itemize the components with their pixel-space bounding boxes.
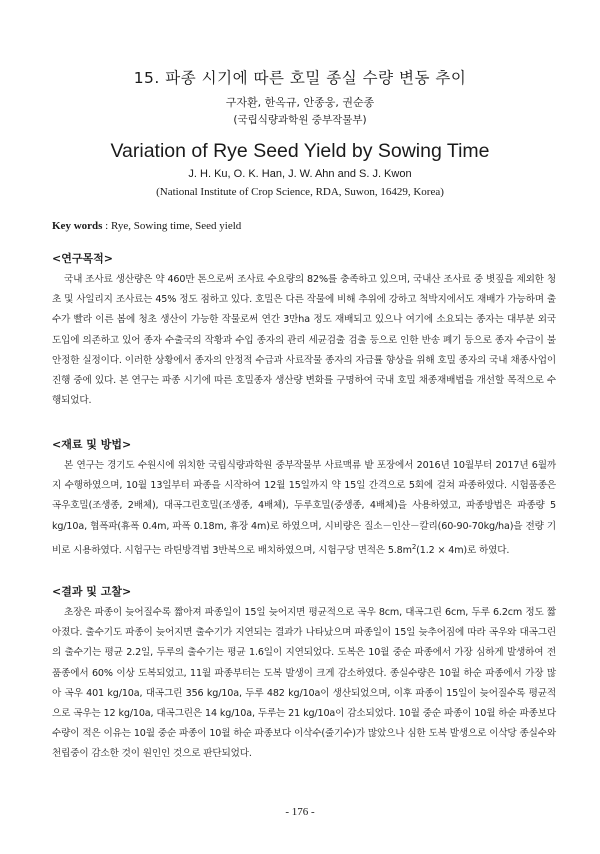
page-number: - 176 - (285, 806, 315, 818)
methods-text: 본 연구는 경기도 수원시에 위치한 국립식량과학원 중부작물부 사료맥류 밭 포장에서 2016년 10월부터 2017년 6월까지 수행하였으며, 10월 13일부터 파종을 시작하여 12월 15일까지 약 15일 간격으로 5회에 걸쳐 파종하였다. 시험품종은 곡우호밀(조생종, 2배체), 대곡그린호밀(조생종, 4배체), 두루호밀(중생종, 4배체)을 사용하였고, 파종방법은 파종량 5 kg/10a, 협폭파(휴폭 0.4m, 파폭 0.18m, 휴장 4m)로 하였으며, 시비량은 질소－인산－칼리(60-90-70kg/ha)을 전량 기비로 시용하였다. 시험구는 라틴방격법 3반복으로 배치하였으며, 시험구당 면적은 5.8m (52, 460, 556, 556)
section-heading-methods: <재료 및 방법> (52, 438, 132, 451)
korean-authors: 구자환, 한옥규, 안종웅, 권순종 (225, 96, 375, 109)
methods-text-end: (1.2 × 4m)로 하였다. (416, 545, 510, 556)
section-body-results: 초장은 파종이 늦어질수록 짧아져 파종일이 15일 늦어지면 평균적으로 곡우 8cm, 대곡그린 6cm, 두루 6.2cm 정도 짧아졌다. 출수기도 파종이 늦어지면 출수기가 지연되는 결과가 나타났으며 파종일이 15일 늦추어짐에 따라 곡우와 대곡그린의 출수기는 평균 2.2일, 두루의 출수기는 평균 1.6일이 지연되었다. 도복은 10월 중순 파종에서 가장 심하게 발생하여 전 품종에서 60% 이상 도복되었고, 11월 파종부터는 도복 발생이 크게 감소하였다. 종실수량은 10월 하순 파종에서 가장 많아 곡우 401 kg/10a, 대곡그린 356 kg/10a, 두루 482 kg/10a이 생산되었으며, 이후 파종이 15일이 늦어질수록 평균적으로 곡우는 12 kg/10a, 대곡그린은 14 kg/10a, 두루는 21 kg/10a이 감소되었다. 10월 중순 파종이 10월 하순 파종보다 수량이 적은 이유는 10월 중순 파종이 10월 하순 파종보다 이삭수(줄기수)가 많았으나 심한 도복 발생으로 이삭당 종실수와 천립중이 감소한 것이 원인인 것으로 판단되었다. (52, 607, 556, 760)
section-body-methods (52, 456, 556, 561)
english-authors: J. H. Ku, O. K. Han, J. W. Ahn and S. J. Kwon (188, 168, 412, 180)
section-heading-purpose: <연구목적> (52, 252, 113, 265)
korean-affiliation: (국립식량과학원 중부작물부) (233, 114, 367, 126)
korean-title: 15. 파종 시기에 따른 호밀 종실 수량 변동 추이 (133, 69, 467, 87)
section-heading-results: <결과 및 고찰> (52, 585, 132, 598)
english-title: Variation of Rye Seed Yield by Sowing Time (110, 140, 490, 162)
methods-superscript: 2 (411, 542, 417, 551)
english-affiliation: (National Institute of Crop Science, RDA, Suwon, 16429, Korea) (156, 186, 444, 198)
section-body-purpose: 국내 조사료 생산량은 약 460만 톤으로써 조사료 수요량의 82%를 충족하고 있으며, 국내산 조사료 중 볏짚을 제외한 청초 및 사일리지 조사료는 45% 정도 점하고 있다. 호밀은 다른 작물에 비해 추위에 강하고 척박지에서도 재배가 가능하며 출수가 빨라 이른 봄에 청초 생산이 가능한 작물로써 연간 3만ha 정도 재배되고 있으나 여기에 소요되는 종자는 대부분 외국 도입에 의존하고 있어 종자 수출국의 작황과 수입 종자의 관리 세균검출 검출 등으로 인한 반송 폐기 등으로 종자 수급이 불안정한 실정이다. 이러한 상황에서 종자의 안정적 수급과 사료작물 종자의 자급률 향상을 위해 호밀 종자의 국내 채종사업이 진행 중에 있다. 본 연구는 파종 시기에 따른 호밀종자 생산량 변화를 구명하여 국내 호밀 채종재배법을 개선할 목적으로 수행되었다. (52, 274, 556, 407)
keywords-label: Key words (52, 220, 103, 232)
keywords-line (52, 220, 556, 232)
keywords-text: : Rye, Sowing time, Seed yield (105, 220, 242, 232)
